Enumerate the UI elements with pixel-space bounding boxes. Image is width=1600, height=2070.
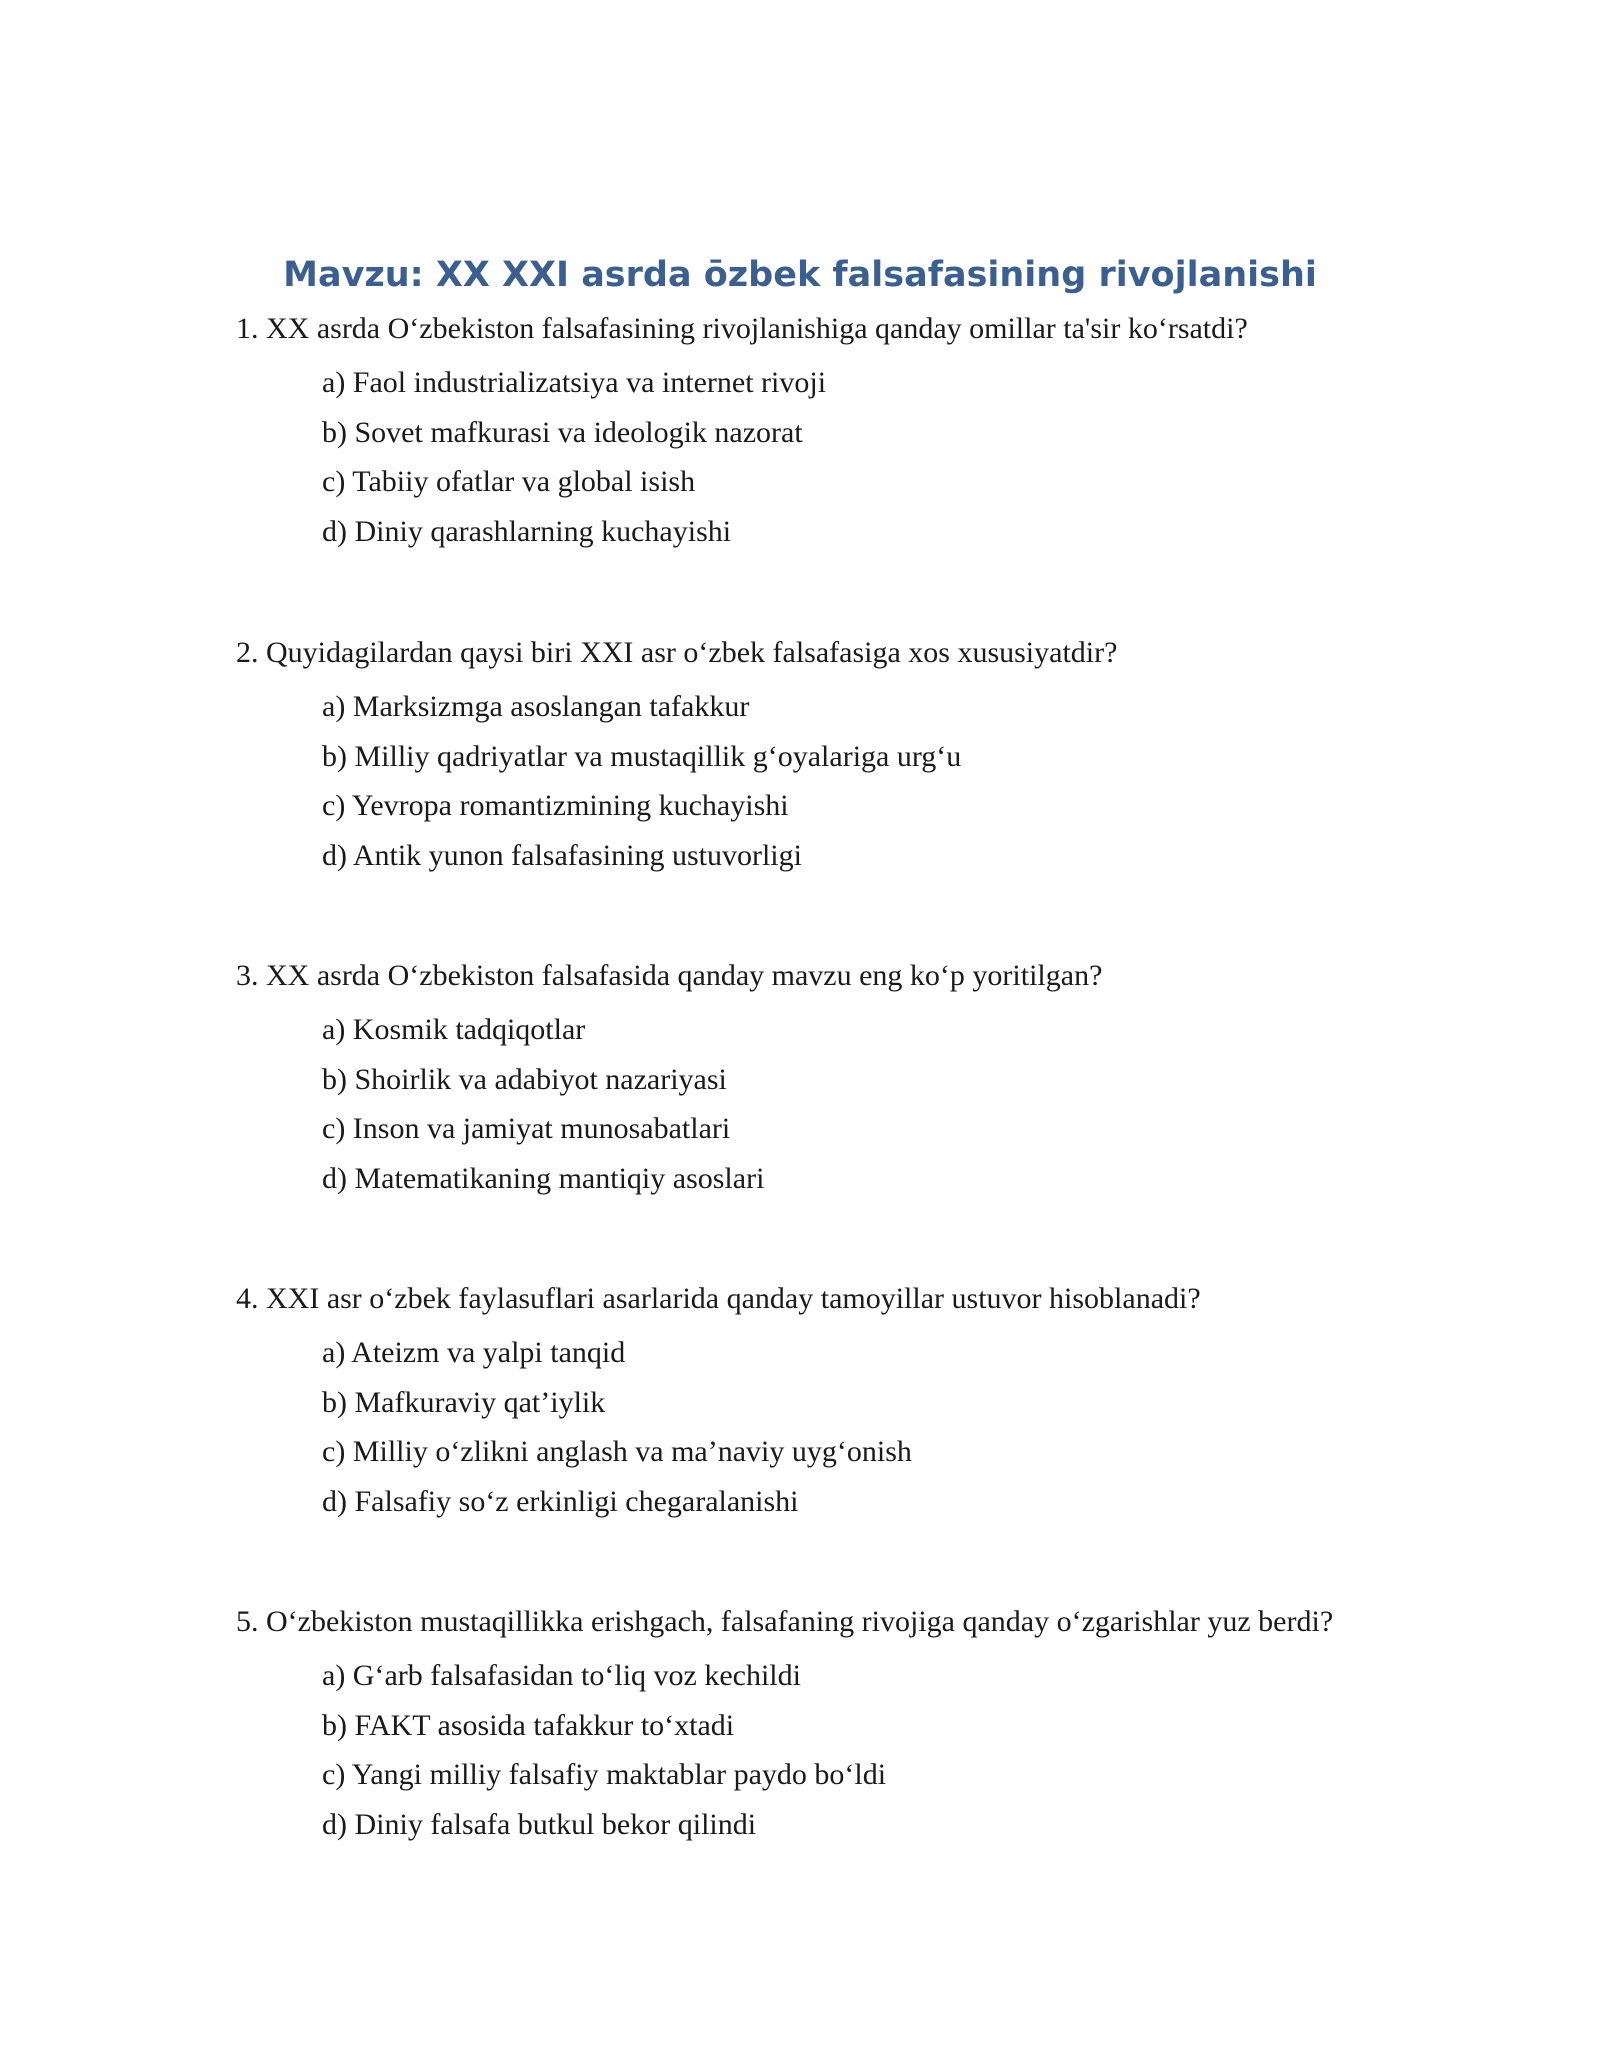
question-text: 5. O‘zbekiston mustaqillikka erishgach, falsafaning rivojiga qanday o‘zgarishlar yuz berdi? — [236, 1605, 1334, 1638]
option-c: c) Yangi milliy falsafiy maktablar paydo bo‘ldi — [322, 1758, 887, 1791]
option-list — [236, 1651, 1336, 1849]
option-list — [236, 1005, 1336, 1203]
option-c: c) Milliy o‘zlikni anglash va ma’naviy uyg‘onish — [322, 1435, 912, 1468]
option-a: a) G‘arb falsafasidan to‘liq voz kechildi — [322, 1659, 801, 1692]
question-1 — [236, 308, 1336, 556]
option-a: a) Ateizm va yalpi tanqid — [322, 1336, 626, 1369]
option-list — [236, 1328, 1336, 1526]
option-d: d) Diniy falsafa butkul bekor qilindi — [322, 1807, 757, 1841]
option-d: d) Antik yunon falsafasining ustuvorligi — [322, 838, 802, 872]
question-text: 2. Quyidagilardan qaysi biri XXI asr o‘zbek falsafasiga xos xususiyatdir? — [236, 636, 1118, 669]
option-a: a) Faol industrializatsiya va internet rivoji — [322, 366, 827, 399]
option-d: d) Falsafiy so‘z erkinligi chegaralanishi — [322, 1484, 799, 1518]
option-a: a) Kosmik tadqiqotlar — [322, 1013, 586, 1046]
question-text: 3. XX asrda O‘zbekiston falsafasida qanday mavzu eng ko‘p yoritilgan? — [236, 959, 1103, 992]
question-text: 1. XX asrda O‘zbekiston falsafasining rivojlanishiga qanday omillar ta'sir ko‘rsatdi? — [236, 312, 1248, 345]
option-a: a) Marksizmga asoslangan tafakkur — [322, 690, 750, 723]
option-c: c) Yevropa romantizmining kuchayishi — [322, 789, 789, 822]
option-c: c) Tabiiy ofatlar va global isish — [322, 465, 696, 498]
option-list — [236, 358, 1336, 556]
document-title: Mavzu: XX XXI asrda ōzbek falsafasining rivojlanishi — [283, 255, 1317, 295]
option-b: b) FAKT asosida tafakkur to‘xtadi — [322, 1708, 735, 1742]
question-text: 4. XXI asr o‘zbek faylasuflari asarlarida qanday tamoyillar ustuvor hisoblanadi? — [236, 1282, 1201, 1315]
question-3 — [236, 955, 1336, 1203]
question-2 — [236, 632, 1336, 880]
question-4 — [236, 1278, 1336, 1526]
question-5 — [236, 1601, 1336, 1849]
option-d: d) Diniy qarashlarning kuchayishi — [322, 514, 732, 548]
option-list — [236, 682, 1336, 880]
option-b: b) Sovet mafkurasi va ideologik nazorat — [322, 415, 803, 449]
option-d: d) Matematikaning mantiqiy asoslari — [322, 1161, 765, 1195]
option-b: b) Mafkuraviy qat’iylik — [322, 1385, 606, 1419]
option-c: c) Inson va jamiyat munosabatlari — [322, 1112, 731, 1145]
option-b: b) Shoirlik va adabiyot nazariyasi — [322, 1062, 727, 1096]
option-b: b) Milliy qadriyatlar va mustaqillik g‘oyalariga urg‘u — [322, 739, 962, 773]
